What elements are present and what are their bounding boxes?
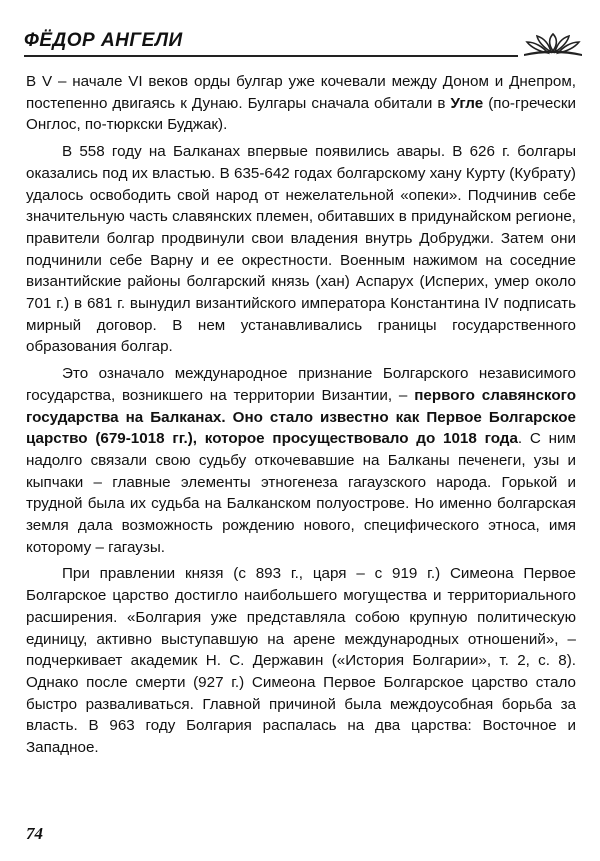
- header-title: ФЁДОР АНГЕЛИ: [24, 30, 183, 51]
- text-run: В 558 году на Балканах впервые появились авары. В 626 г. болгары оказались под их властью. В 635-642 годах болгарскому хану Курту (Кубрату) удалось освободить свой народ от нежелательной «опеки». Подчинив себе значительную часть славянских племен, обитавших в придунайском регионе, правители болгар продвинули свои владения внутрь Добруджи. Затем они подчинили себе Варну и ее окрестности. Военным нажимом на соседние византийские районы болгарский князь (хан) Аспарух (Исперих, умер около 701 г.) в 681 г. вынудил византийского императора Константина IV подписать мирный договор. В нем устанавливались границы государственного образования болгар.: [26, 143, 576, 356]
- running-header: [24, 26, 584, 62]
- text-run: Это означало международное признание Болгарского независимого государства, возникшего на территории Византии, –: [26, 365, 576, 404]
- article-body: [26, 71, 576, 759]
- bold-text: первого славянского государства на Балканах. Оно стало известно как Первое Болгарское царство (679-1018 гг.), которое просуществовало до 1018 года: [26, 386, 577, 448]
- leaf-ornament-icon: [522, 32, 584, 58]
- bold-text: Угле: [450, 94, 484, 112]
- text-run: . С ним надолго связали свою судьбу откочевавшие на Балканы печенеги, узы и кыпчаки – главные элементы этногенеза гагаузского народа. Горькой и трудной была их судьба на Балканском полуострове. Но именно болгарская земля дала возможность рождению нового, специфического этноса, имя которому – гагаузы.: [26, 430, 576, 556]
- header-rule: [24, 55, 518, 57]
- text-run: В V – начале VI веков орды булгар уже кочевали между Доном и Днепром, постепенно двигаясь к Дунаю. Булгары сначала обитали в: [26, 73, 576, 112]
- page-number: 74: [26, 824, 43, 843]
- paragraph: [26, 363, 576, 558]
- paragraph: [26, 563, 576, 758]
- paragraph: [26, 141, 576, 358]
- paragraph: [26, 71, 576, 136]
- text-run: (по-гречески Онглос, по-тюркски Буджак).: [26, 94, 576, 134]
- text-run: При правлении князя (с 893 г., царя – с 919 г.) Симеона Первое Болгарское царство достигло наибольшего могущества и территориального расширения. «Болгария уже представляла собою крупную политическую единицу, активно выступавшую на арене международных отношений», – подчеркивает академик Н. С. Державин («История Болгарии», т. 2, с. 8). Однако после смерти (927 г.) Симеона Первое Болгарское царство стало быстро разваливаться. Главной причиной была междоусобная борьба за власть. В 963 году Болгария распалась на два царства: Восточное и Западное.: [26, 565, 576, 757]
